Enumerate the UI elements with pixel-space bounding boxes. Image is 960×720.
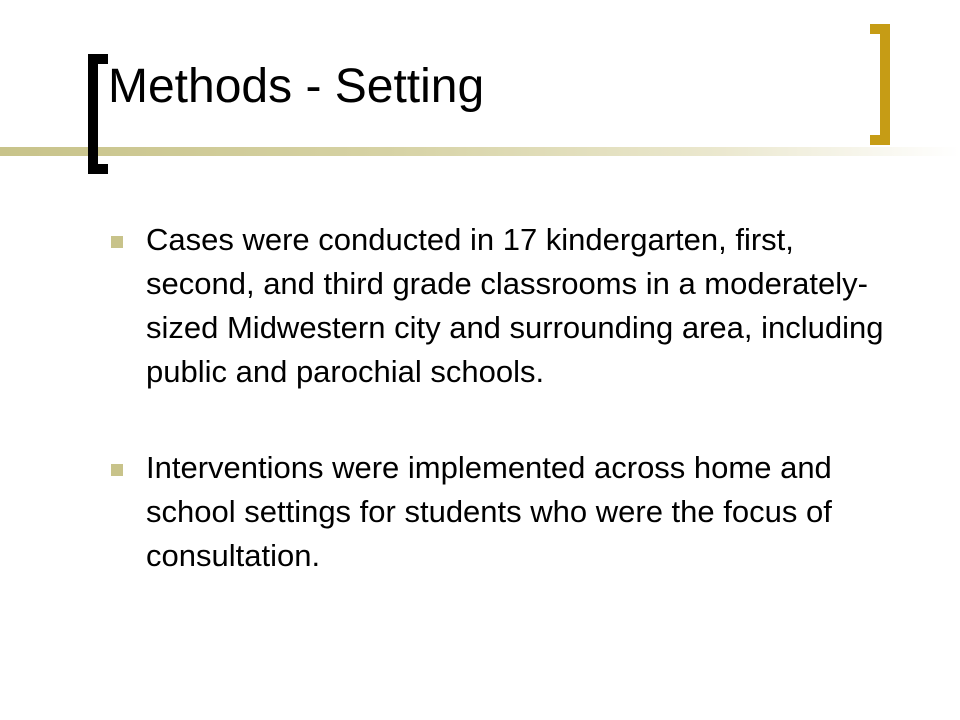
slide-title: Methods - Setting (108, 60, 485, 113)
square-bullet-icon (111, 464, 123, 476)
bullet-text: Cases were conducted in 17 kindergarten, first, second, and third grade classrooms in a moderately-sized Midwestern city and surrounding area, including public and parochial schools. (146, 222, 884, 389)
bullet-text: Interventions were implemented across home and school settings for students who were the focus of consultation. (146, 450, 832, 573)
bullet-item (108, 218, 908, 394)
right-bracket-ornament (870, 24, 890, 145)
bullet-list (108, 218, 908, 630)
square-bullet-icon (111, 236, 123, 248)
left-bracket-ornament (88, 54, 108, 174)
title-underline-rule (0, 147, 960, 156)
bullet-item (108, 446, 908, 578)
